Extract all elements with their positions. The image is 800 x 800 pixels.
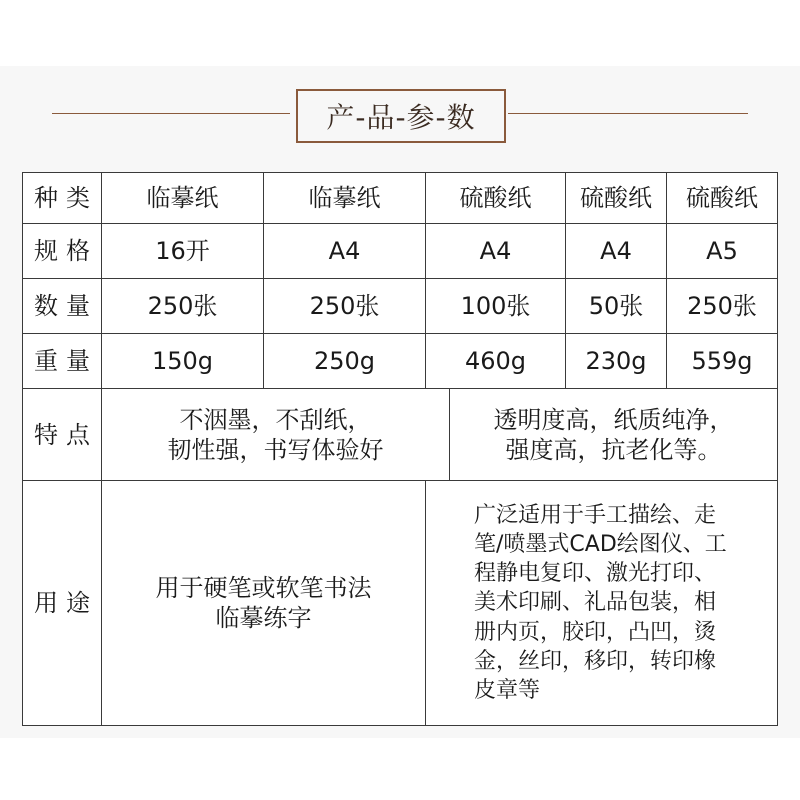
features-tracing-paper: 不洇墨，不刮纸， 韧性强，书写体验好 (101, 388, 450, 481)
usage-sulfuric-paper: 广泛适用于手工描绘、走 笔/喷墨式CAD绘图仪、工 程静电复印、激光打印、 美术印刷、礼品包装，相 册内页，胶印，凸凹，烫 金，丝印，移印，转印橡 皮章等 (425, 480, 778, 726)
features-sulfuric-paper: 透明度高，纸质纯净， 强度高，抗老化等。 (449, 388, 778, 481)
type-cell-1: 临摹纸 (101, 172, 264, 224)
quantity-cell-5: 250张 (666, 278, 778, 334)
row-label-quantity: 数量 (22, 278, 102, 334)
size-cell-4: A4 (565, 223, 667, 279)
row-label-features: 特点 (22, 388, 102, 481)
weight-cell-2: 250g (263, 333, 426, 389)
row-label-usage: 用途 (22, 480, 102, 726)
row-label-type: 种类 (22, 172, 102, 224)
weight-cell-4: 230g (565, 333, 667, 389)
type-cell-3: 硫酸纸 (425, 172, 566, 224)
type-cell-2: 临摹纸 (263, 172, 426, 224)
quantity-cell-1: 250张 (101, 278, 264, 334)
quantity-cell-3: 100张 (425, 278, 566, 334)
weight-cell-3: 460g (425, 333, 566, 389)
size-cell-1: 16开 (101, 223, 264, 279)
size-cell-2: A4 (263, 223, 426, 279)
size-cell-3: A4 (425, 223, 566, 279)
row-label-size: 规格 (22, 223, 102, 279)
type-cell-4: 硫酸纸 (565, 172, 667, 224)
section-title: 产-品-参-数 (296, 89, 506, 143)
title-rule-right (508, 113, 748, 114)
row-label-weight: 重量 (22, 333, 102, 389)
weight-cell-5: 559g (666, 333, 778, 389)
quantity-cell-4: 50张 (565, 278, 667, 334)
usage-tracing-paper: 用于硬笔或软笔书法 临摹练字 (101, 480, 426, 726)
size-cell-5: A5 (666, 223, 778, 279)
type-cell-5: 硫酸纸 (666, 172, 778, 224)
weight-cell-1: 150g (101, 333, 264, 389)
title-rule-left (52, 113, 290, 114)
quantity-cell-2: 250张 (263, 278, 426, 334)
